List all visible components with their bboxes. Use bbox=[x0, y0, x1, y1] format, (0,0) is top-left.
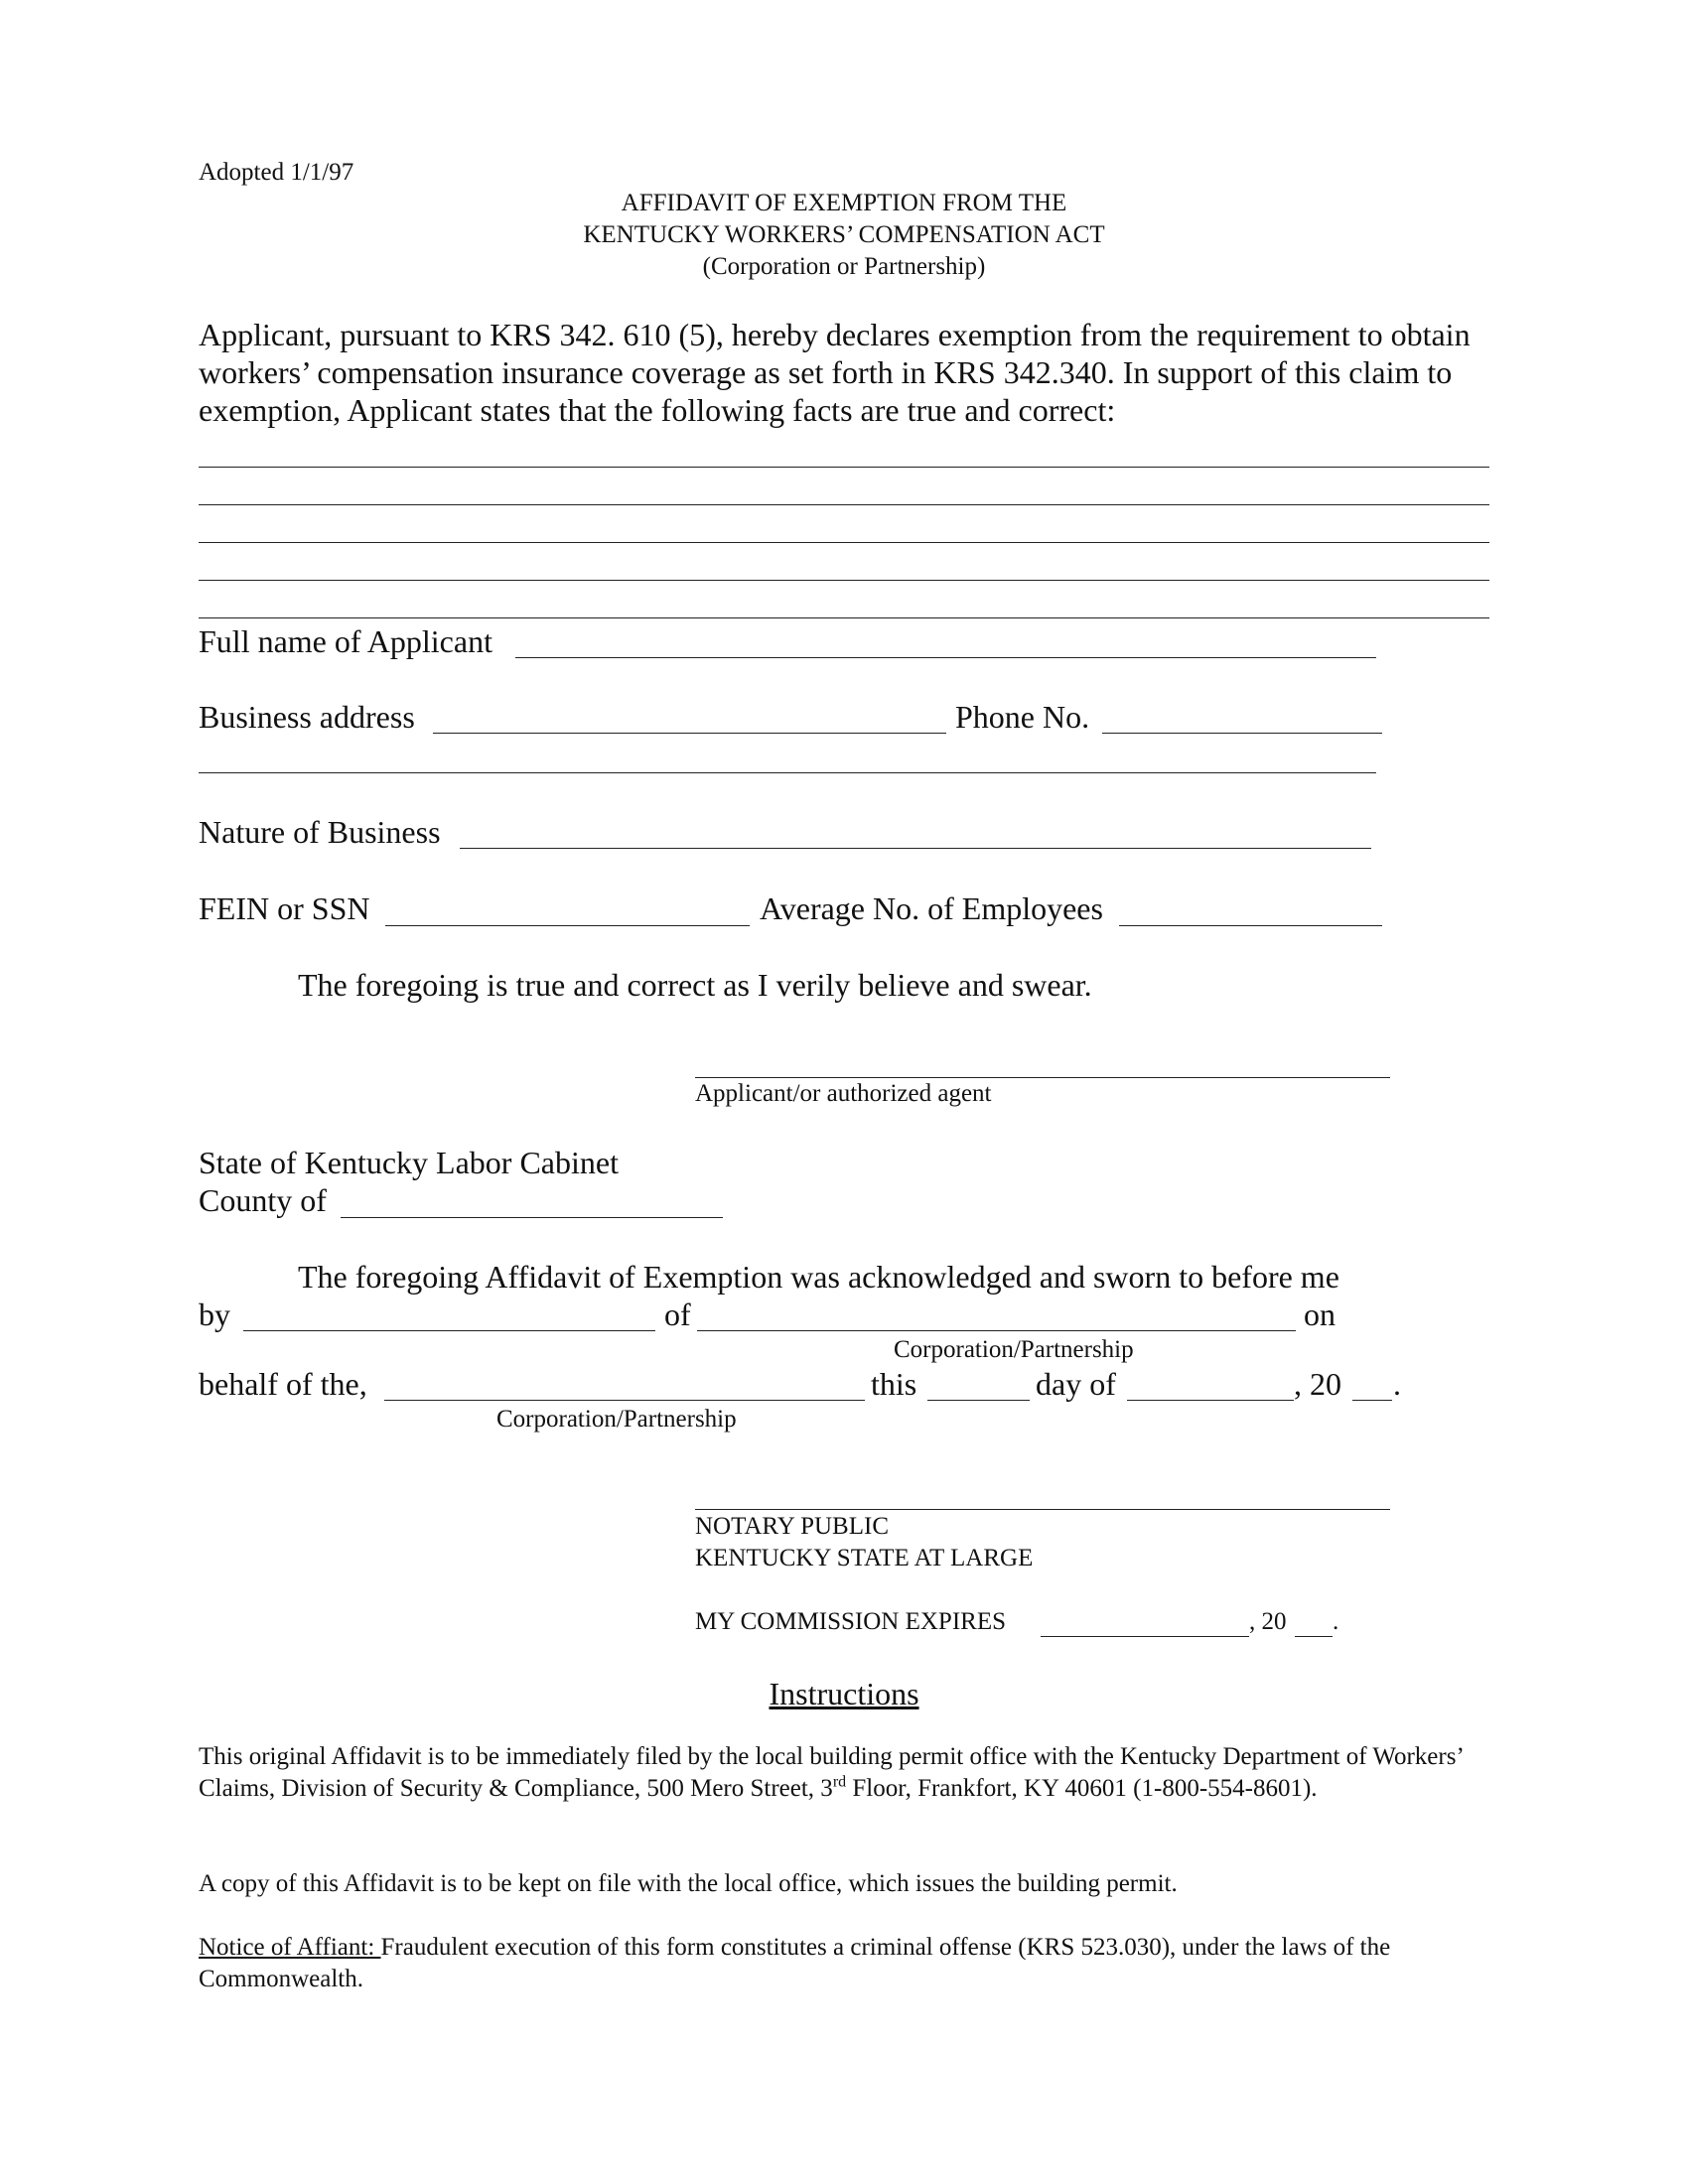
ack-year-field[interactable] bbox=[1352, 1400, 1392, 1401]
applicant-signature-caption: Applicant/or authorized agent bbox=[695, 1080, 992, 1107]
ack-of-field[interactable] bbox=[697, 1330, 1296, 1331]
commission-year-prefix: , 20 bbox=[1249, 1608, 1287, 1635]
applicant-signature-field[interactable] bbox=[695, 1077, 1390, 1078]
business-address-field[interactable] bbox=[433, 733, 946, 734]
commission-expires-field[interactable] bbox=[1041, 1636, 1249, 1637]
facts-line-3[interactable] bbox=[199, 542, 1489, 543]
venue-state: State of Kentucky Labor Cabinet bbox=[199, 1145, 619, 1180]
average-employees-label: Average No. of Employees bbox=[760, 890, 1103, 926]
notice-of-affiant-label: Notice of Affiant: bbox=[199, 1934, 381, 1961]
facts-line-5[interactable] bbox=[199, 617, 1489, 618]
instructions-p1-superscript: rd bbox=[832, 1773, 847, 1791]
ack-caption-corporation-partnership-1: Corporation/Partnership bbox=[894, 1336, 1134, 1363]
notice-of-affiant-text: Fraudulent execution of this form constitutes a criminal offense (KRS 523.030), under the laws of the Commonwealth. bbox=[199, 1934, 1391, 1992]
form-subtitle: (Corporation or Partnership) bbox=[702, 253, 986, 280]
full-name-field[interactable] bbox=[515, 657, 1376, 658]
phone-label: Phone No. bbox=[955, 699, 1090, 735]
instructions-p1-text: This original Affidavit is to be immediately filed by the local building permit office with the Kentucky Department of Workers’ Claims, Division of Security & Compliance, 500 Mero Street, 3 bbox=[199, 1743, 1463, 1802]
nature-of-business-label: Nature of Business bbox=[199, 814, 441, 850]
notary-public-label: NOTARY PUBLIC bbox=[695, 1513, 890, 1540]
fein-ssn-label: FEIN or SSN bbox=[199, 890, 370, 926]
intro-paragraph: Applicant, pursuant to KRS 342. 610 (5), hereby declares exemption from the requirement to obtain workers’ compensation insurance coverage as set forth in KRS 342.340. In support of this claim to exemption, Applicant states that the following facts are true and correct: bbox=[199, 317, 1471, 428]
instructions-heading: Instructions bbox=[769, 1676, 919, 1711]
county-field[interactable] bbox=[341, 1217, 723, 1218]
notary-state-label: KENTUCKY STATE AT LARGE bbox=[695, 1545, 1034, 1571]
adopted-date: Adopted 1/1/97 bbox=[199, 159, 354, 186]
facts-line-2[interactable] bbox=[199, 504, 1489, 505]
facts-line-4[interactable] bbox=[199, 580, 1489, 581]
ack-behalf-label: behalf of the, bbox=[199, 1366, 367, 1402]
oath-statement: The foregoing is true and correct as I verily believe and swear. bbox=[298, 967, 1092, 1003]
business-address-field-line2[interactable] bbox=[199, 772, 1376, 773]
ack-day-of-label: day of bbox=[1036, 1366, 1116, 1402]
ack-by-field[interactable] bbox=[243, 1330, 655, 1331]
instructions-paragraph-2: A copy of this Affidavit is to be kept on file with the local office, which issues the building permit. bbox=[199, 1870, 1178, 1897]
instructions-paragraph-3 bbox=[199, 1932, 1489, 1995]
average-employees-field[interactable] bbox=[1119, 925, 1382, 926]
county-label: County of bbox=[199, 1182, 327, 1218]
form-title-line2: KENTUCKY WORKERS’ COMPENSATION ACT bbox=[583, 221, 1105, 248]
full-name-label: Full name of Applicant bbox=[199, 623, 492, 659]
ack-on-label: on bbox=[1304, 1297, 1336, 1332]
ack-month-field[interactable] bbox=[1127, 1400, 1294, 1401]
ack-year-prefix: , 20 bbox=[1294, 1366, 1341, 1402]
fein-ssn-field[interactable] bbox=[385, 925, 750, 926]
instructions-p1-text-cont: Floor, Frankfort, KY 40601 (1-800-554-8601). bbox=[846, 1775, 1318, 1802]
ack-by-label: by bbox=[199, 1297, 230, 1332]
ack-this-label: this bbox=[871, 1366, 917, 1402]
nature-of-business-field[interactable] bbox=[460, 848, 1371, 849]
ack-day-field[interactable] bbox=[927, 1400, 1030, 1401]
commission-year-field[interactable] bbox=[1295, 1636, 1333, 1637]
business-address-label: Business address bbox=[199, 699, 415, 735]
commission-expires-label: MY COMMISSION EXPIRES bbox=[695, 1608, 1007, 1635]
facts-line-1[interactable] bbox=[199, 467, 1489, 468]
form-title-line1: AFFIDAVIT OF EXEMPTION FROM THE bbox=[621, 190, 1067, 216]
notary-signature-field[interactable] bbox=[695, 1509, 1390, 1510]
instructions-paragraph-1 bbox=[199, 1741, 1489, 1805]
ack-of-label: of bbox=[664, 1297, 691, 1332]
ack-caption-corporation-partnership-2: Corporation/Partnership bbox=[496, 1406, 737, 1433]
ack-behalf-field[interactable] bbox=[384, 1400, 865, 1401]
ack-period: . bbox=[1393, 1366, 1401, 1402]
commission-period: . bbox=[1333, 1608, 1339, 1635]
phone-field[interactable] bbox=[1102, 733, 1382, 734]
acknowledgment-line1: The foregoing Affidavit of Exemption was acknowledged and sworn to before me bbox=[298, 1259, 1339, 1295]
